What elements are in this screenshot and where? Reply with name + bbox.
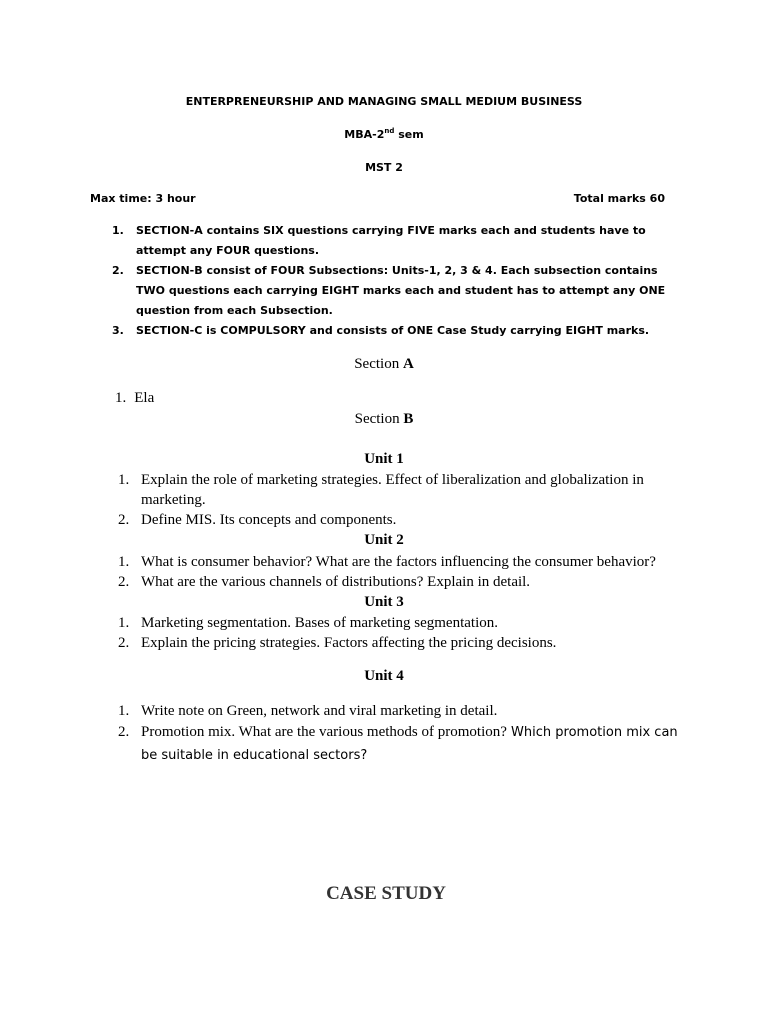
section-a-letter: A — [402, 356, 414, 372]
question-number: 1. — [118, 615, 130, 631]
list-item — [118, 633, 678, 653]
total-marks: Total marks 60 — [573, 192, 665, 205]
question-text: Define MIS. Its concepts and components. — [141, 512, 397, 528]
question-number: 2. — [118, 574, 130, 590]
instruction-number: 3. — [112, 324, 124, 337]
question-number: 1. — [118, 472, 130, 488]
list-item — [118, 470, 678, 510]
exam-title: ENTERPRENEURSHIP AND MANAGING SMALL MEDIUM BUSINESS — [185, 95, 583, 108]
list-item — [118, 552, 678, 572]
section-b-label: Section — [354, 411, 404, 427]
question-text: Ela — [134, 390, 155, 406]
question-text: Explain the role of marketing strategies. Effect of liberalization and globalization in marketing. — [141, 472, 644, 508]
unit-3-questions — [118, 613, 678, 653]
instruction-number: 2. — [112, 264, 124, 277]
list-item — [118, 572, 678, 592]
question-number: 1. — [115, 390, 127, 406]
instruction-item — [112, 321, 677, 341]
course-line — [0, 128, 768, 141]
instruction-text: SECTION-A contains SIX questions carrying FIVE marks each and students have to attempt any FOUR questions. — [136, 224, 646, 257]
question-text-continued: Which promotion mix can be suitable in educational sectors? — [141, 725, 678, 763]
section-a-question — [115, 390, 154, 407]
unit-1-heading: Unit 1 — [364, 451, 404, 467]
question-text: Promotion mix. What are the various methods of promotion? — [141, 724, 507, 740]
question-text: Write note on Green, network and viral marketing in detail. — [141, 703, 498, 719]
question-number: 2. — [118, 724, 130, 740]
course-prefix: MBA-2 — [344, 128, 385, 141]
section-a-heading — [0, 356, 768, 373]
case-study-heading: CASE STUDY — [326, 883, 446, 904]
unit-2-heading: Unit 2 — [364, 532, 404, 548]
unit-2-questions — [118, 552, 678, 592]
instruction-item — [112, 221, 677, 261]
instruction-number: 1. — [112, 224, 124, 237]
section-b-letter: B — [403, 411, 414, 427]
exam-name: MST 2 — [365, 161, 403, 174]
instruction-text: SECTION-B consist of FOUR Subsections: Units-1, 2, 3 & 4. Each subsection contains TWO questions each carrying EIGHT marks each and student has to attempt any ONE question from each Subsection. — [136, 264, 666, 317]
course-suffix: sem — [394, 128, 424, 141]
question-number: 1. — [118, 703, 130, 719]
unit-3-heading: Unit 3 — [364, 594, 404, 610]
section-b-heading — [0, 411, 768, 428]
section-a-label: Section — [354, 356, 403, 372]
question-number: 2. — [118, 635, 130, 651]
question-number: 1. — [118, 554, 130, 570]
question-text: Marketing segmentation. Bases of marketing segmentation. — [141, 615, 498, 631]
course-superscript: nd — [384, 127, 395, 135]
unit-4-questions — [118, 701, 678, 767]
list-item — [118, 721, 678, 767]
list-item — [118, 510, 678, 530]
list-item — [118, 701, 678, 721]
question-number: 2. — [118, 512, 130, 528]
instruction-text: SECTION-C is COMPULSORY and consists of ONE Case Study carrying EIGHT marks. — [136, 324, 650, 337]
question-text: What are the various channels of distributions? Explain in detail. — [141, 574, 531, 590]
instructions-list — [112, 221, 677, 341]
unit-1-questions — [118, 470, 678, 530]
question-text: What is consumer behavior? What are the factors influencing the consumer behavior? — [141, 554, 656, 570]
question-text: Explain the pricing strategies. Factors affecting the pricing decisions. — [141, 635, 557, 651]
max-time: Max time: 3 hour — [90, 192, 196, 205]
list-item — [118, 613, 678, 633]
instruction-item — [112, 261, 677, 321]
unit-4-heading: Unit 4 — [364, 668, 404, 684]
